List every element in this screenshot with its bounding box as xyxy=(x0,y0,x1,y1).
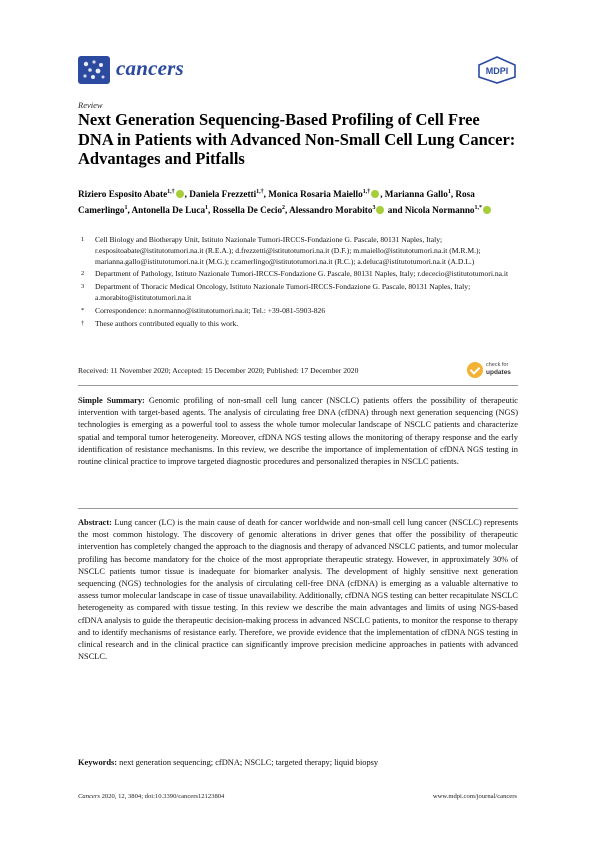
author-name: Monica Rosaria Maiello xyxy=(268,189,363,200)
author-affiliation-marker: 1 xyxy=(205,205,209,212)
check-badge-line2: updates xyxy=(486,369,511,376)
orcid-icon[interactable] xyxy=(376,206,384,214)
mdpi-logo-icon xyxy=(476,56,518,84)
keywords-text: next generation sequencing; cfDNA; NSCLC; targeted therapy; liquid biopsy xyxy=(117,758,379,767)
affiliation-text: Correspondence: n.normanno@istitutotumori.na.it; Tel.: +39-081-5903-826 xyxy=(95,305,326,315)
orcid-icon[interactable] xyxy=(371,190,379,198)
affiliation-number: * xyxy=(81,306,85,314)
author-affiliation-marker: 1 xyxy=(124,205,128,212)
footer-citation xyxy=(78,793,224,800)
affiliation-text: Cell Biology and Biotherapy Unit, Istituto Nazionale Tumori-IRCCS-Fondazione G. Pascale, 80131 Naples, Italy; r.espositoabate@istitutotumori.na.it (R.E.A.); d.frezzetti@istitutotumori.na.it (D.F.); m.maiello@istitutotumori.na.it (M.R.M.); marianna.gallo@istitutotumori.na.it (M.G.); r.camerlingo@istitutotumori.na.it (R.C.); a.deluca@istitutotumori.na.it (A.D.L.) xyxy=(95,235,481,266)
author-name: Rossella De Cecio xyxy=(212,205,283,216)
affiliation-list xyxy=(78,235,518,331)
keywords xyxy=(78,757,518,769)
author-affiliation-marker: 1 xyxy=(447,189,451,195)
affiliation-text: Department of Pathology, Istituto Nazionale Tumori-IRCCS-Fondazione G. Pascale, 80131 Naples, Italy; r.dececio@istitutotumori.na.it xyxy=(95,269,509,279)
journal-name: cancers xyxy=(116,56,184,80)
affiliation-item xyxy=(78,269,518,280)
check-icon xyxy=(467,362,483,378)
author-separator: , xyxy=(450,189,456,200)
affiliation-text: These authors contributed equally to this work. xyxy=(95,318,239,328)
affiliation-text: Department of Thoracic Medical Oncology, Istituto Nazionale Tumori-IRCCS-Fondazione G. Pascale, 80131 Naples, Italy; a.morabito@istitutotumori.na.it xyxy=(95,282,471,302)
affiliation-item xyxy=(78,319,518,330)
publication-dates: Received: 11 November 2020; Accepted: 15 December 2020; Published: 17 December 2020 xyxy=(78,366,359,375)
simple-summary-text: Genomic profiling of non-small cell lung cancer (NSCLC) patients offers the possibility of therapeutic intervention with target-based agents. The analysis of circulating free DNA (cfDNA) through next generation sequencing (NGS) technologies is emerging as a powerful tool to assess the whole tumor molecular landscape of NSCLC patients and characterize spatial and temporal tumor heterogeneity. Moreover, cfDNA NGS testing allows the monitoring of therapy response and the early identification of resistance mechanisms. In this review, we describe the importance of implementation of cfDNA NGS testing in routine clinical practice to improve targeted diagnostic procedures and personalized therapies in NSCLC patients. xyxy=(78,396,518,467)
author-affiliation-marker: 1,† xyxy=(362,189,371,195)
author-affiliation-marker: 2 xyxy=(282,205,286,212)
affiliation-item xyxy=(78,306,518,317)
divider xyxy=(78,385,518,386)
journal-header xyxy=(78,52,518,88)
check-for-updates-badge[interactable] xyxy=(467,360,519,382)
affiliation-number: 1 xyxy=(81,236,85,243)
mdpi-logo-text: MDPI xyxy=(485,66,509,76)
author-separator: , xyxy=(285,205,290,216)
author-name: Alessandro Morabito xyxy=(289,205,373,216)
affiliation-number: 3 xyxy=(81,283,85,291)
simple-summary xyxy=(78,395,518,468)
abstract-label: Abstract: xyxy=(78,518,112,527)
footer-citation-text: 2020, 12, 3804; doi:10.3390/cancers12123804 xyxy=(99,793,225,800)
author-name: Daniela Frezzetti xyxy=(189,189,257,200)
divider xyxy=(78,508,518,509)
affiliation-item xyxy=(78,282,518,304)
author-separator: , xyxy=(380,189,385,200)
keywords-label: Keywords: xyxy=(78,758,118,767)
author-name: Nicola Normanno xyxy=(404,205,475,216)
affiliation-number: † xyxy=(81,319,85,327)
author-list xyxy=(78,185,518,217)
author-affiliation-marker: 1,† xyxy=(167,189,175,195)
author-separator: , xyxy=(263,189,269,200)
affiliation-item xyxy=(78,235,518,267)
journal-logo-icon xyxy=(78,56,110,84)
orcid-icon[interactable] xyxy=(483,206,491,214)
author-name: Rosa Camerlingo xyxy=(78,189,475,216)
affiliation-number: 2 xyxy=(81,270,85,278)
author-conjunction: and xyxy=(387,205,405,216)
author-affiliation-marker: 3 xyxy=(372,205,376,212)
check-badge-line1: check for xyxy=(486,362,509,368)
author-name: Antonella De Luca xyxy=(131,205,206,216)
author-affiliation-marker: 1,† xyxy=(256,189,264,195)
article-type: Review xyxy=(78,100,103,110)
simple-summary-label: Simple Summary: xyxy=(78,396,145,405)
author-separator: , xyxy=(184,189,190,200)
author-separator: , xyxy=(208,205,213,216)
footer-url[interactable]: www.mdpi.com/journal/cancers xyxy=(432,793,517,800)
abstract xyxy=(78,517,518,663)
author-name: Riziero Esposito Abate xyxy=(78,189,168,200)
abstract-text: Lung cancer (LC) is the main cause of death for cancer worldwide and non-small cell lung cancer (NSCLC) represents the most common histology. The discovery of genomic alterations in driver genes that offer the possibility of therapeutic intervention has completely changed the approach to the diagnosis and therapy of advanced NSCLC patients, and tumor molecular profiling has become mandatory for the choice of the most appropriate therapeutic strategy. However, in approximately 30% of NSCLC patients tumor tissue is inadequate for biomarker analysis. The development of highly sensitive next generation sequencing (NGS) technologies for the analysis of circulating cell-free DNA (cfDNA) is emerging as a valuable alternative to assess tumor molecular landscape in case of tissue unavailability. Additionally, cfDNA NGS testing can better recapitulate NSCLC heterogeneity as compared with tissue testing. In this review we describe the main advantages and limits of using NGS-based cfDNA analysis to guide the therapeutic decision-making process in advanced NSCLC patients, to monitor the response to therapy and to identify mechanisms of resistance early. Therefore, we provide evidence that the implementation of cfDNA NGS testing in clinical research and in the clinical practice can significantly improve precision medicine approaches in patients with advanced NSCLC. xyxy=(78,518,518,662)
orcid-icon[interactable] xyxy=(176,190,184,198)
author-affiliation-marker: 1,* xyxy=(474,205,483,212)
author-name: Marianna Gallo xyxy=(384,189,448,200)
footer-journal: Cancers xyxy=(78,793,100,800)
article-title: Next Generation Sequencing-Based Profiling of Cell Free DNA in Patients with Advanced Non-Small Cell Lung Cancer: Advantages and Pitfalls xyxy=(78,110,516,168)
author-separator: , xyxy=(127,205,132,216)
